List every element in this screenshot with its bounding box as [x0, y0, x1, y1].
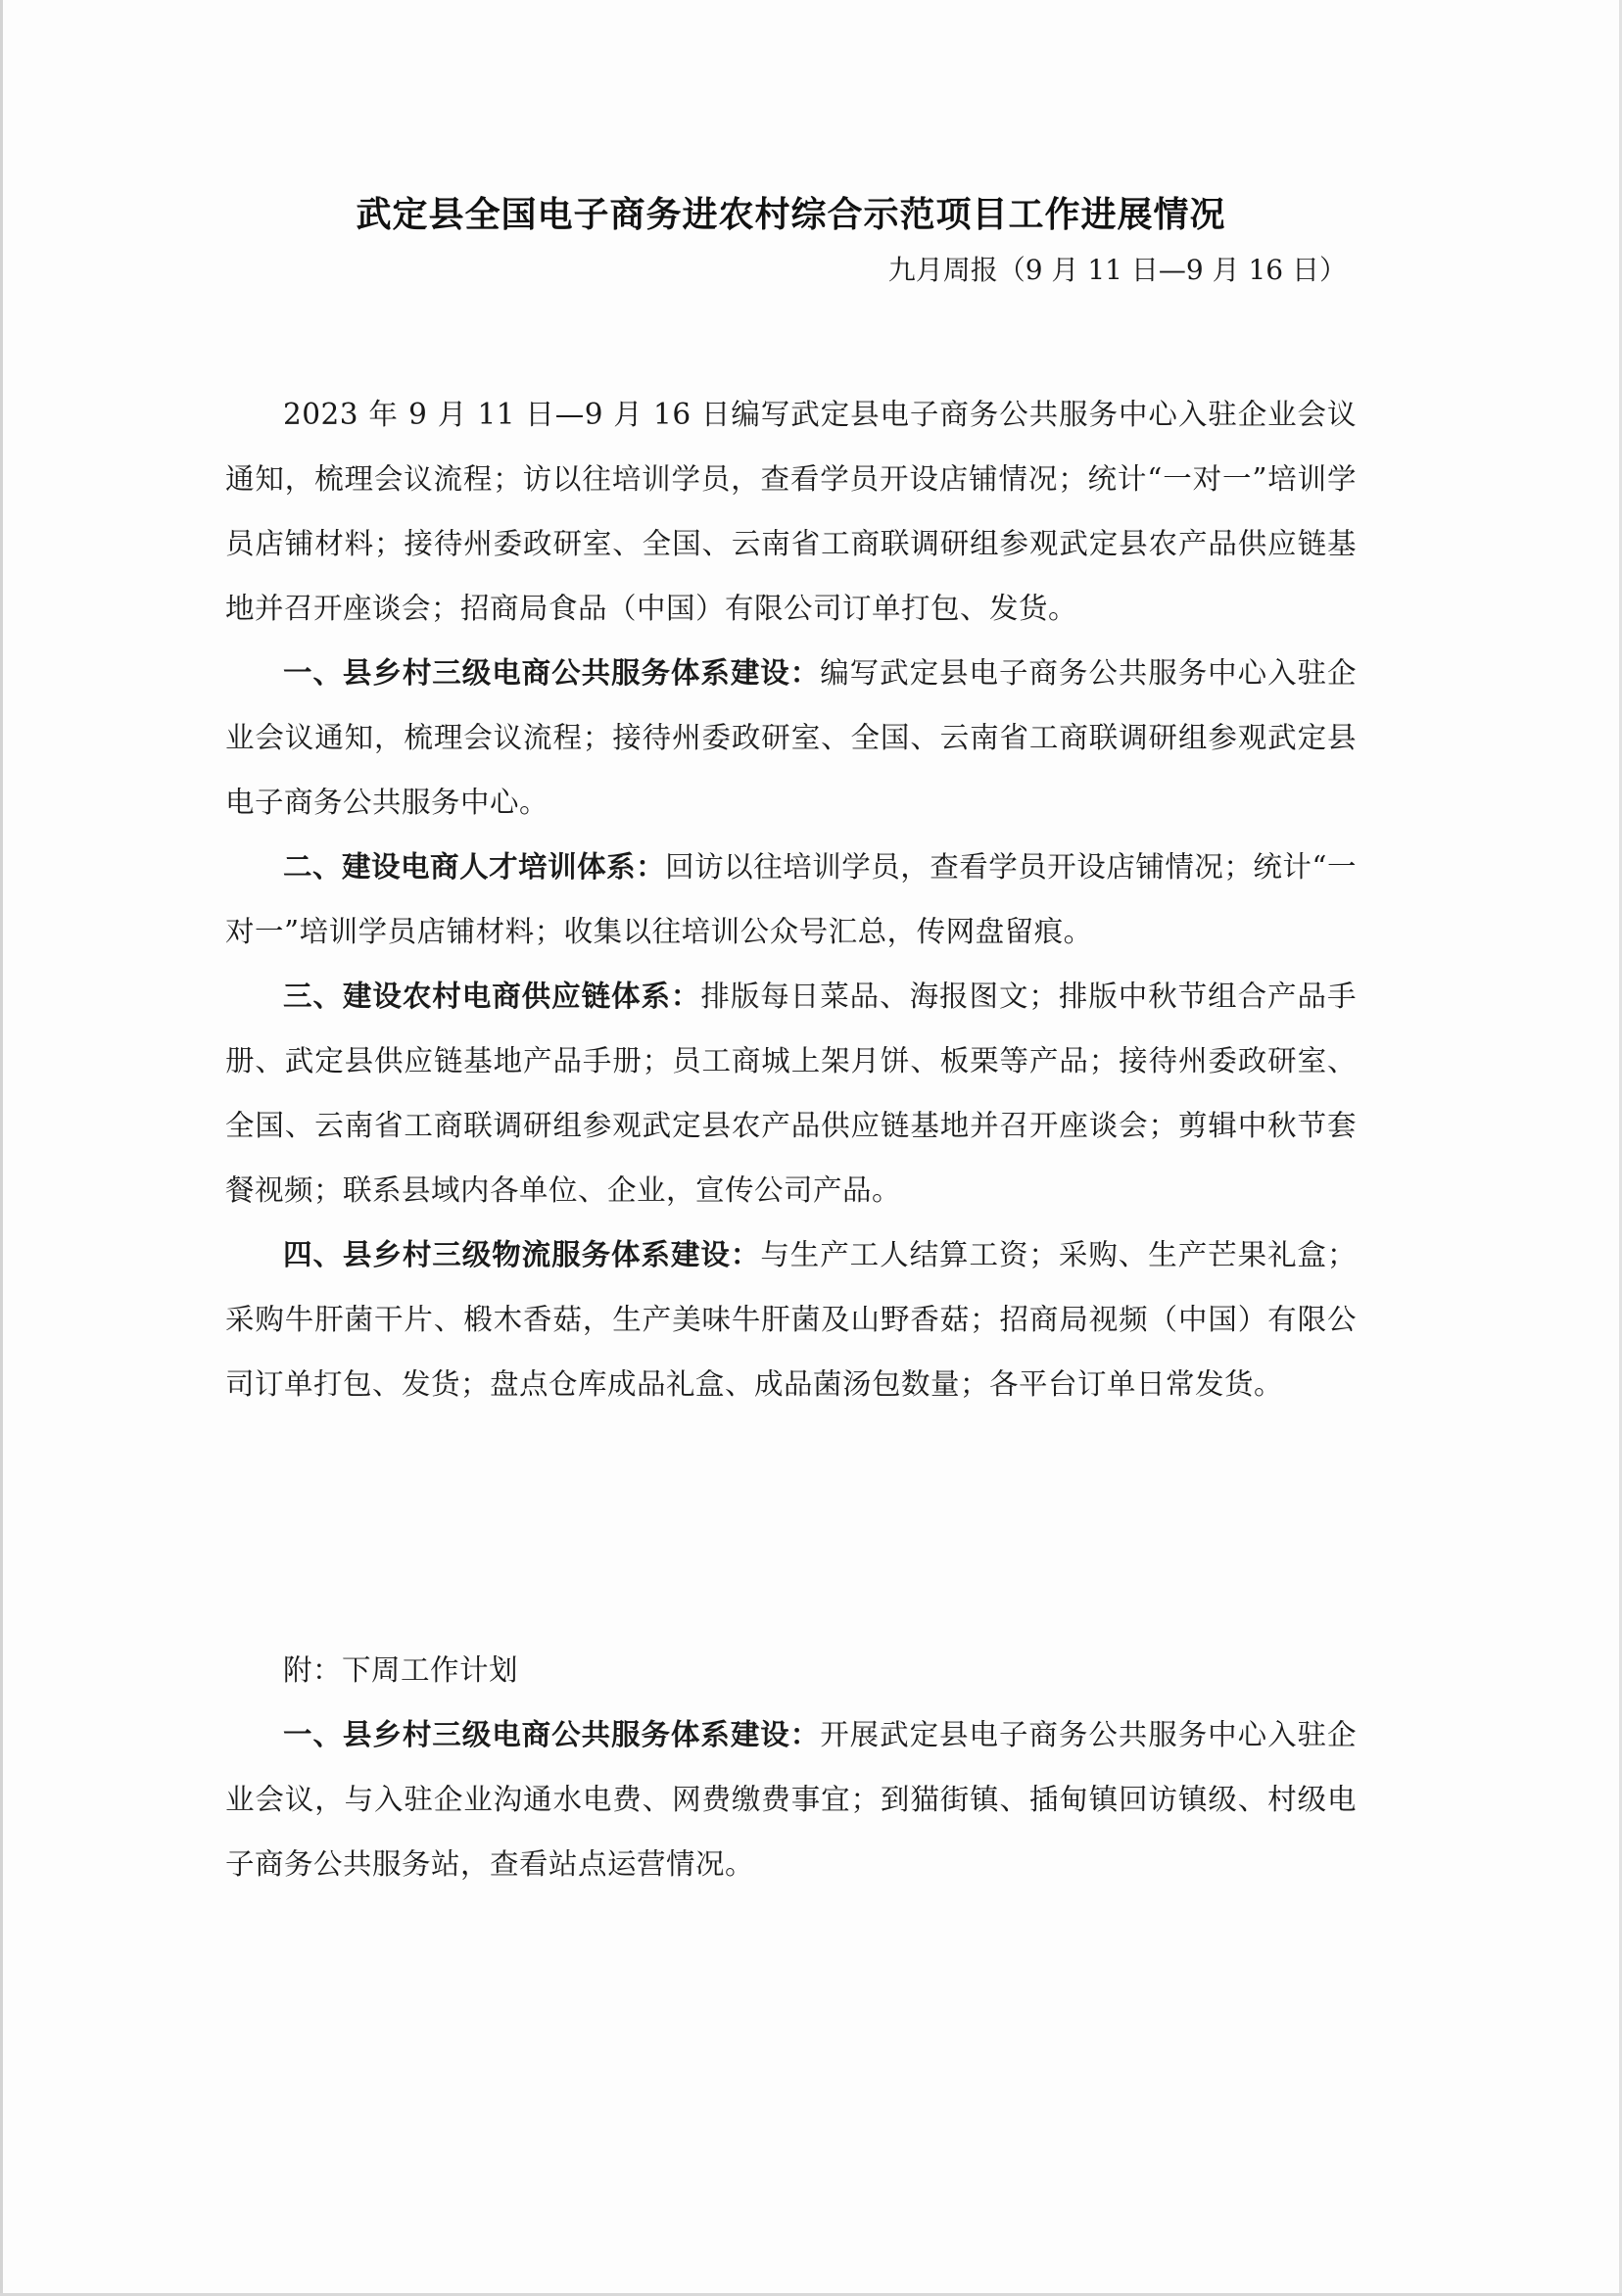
intro-paragraph: 2023 年 9 月 11 日—9 月 16 日编写武定县电子商务公共服务中心入驻企业会议通知，梳理会议流程；访以往培训学员，查看学员开设店铺情况；统计“一对一”培训学员店铺材料；接待州委政研室、全国、云南省工商联调研组参观武定县农产品供应链基地并召开座谈会；招商局食品（中国）有限公司订单打包、发货。	[225, 398, 1357, 625]
section-paragraph-4	[225, 1222, 1357, 1416]
appendix-heading: 附：下周工作计划	[283, 1653, 519, 1687]
section-paragraph-3	[225, 964, 1357, 1222]
appendix-item-heading: 一、县乡村三级电商公共服务体系建设：	[283, 1718, 821, 1751]
document-body	[225, 192, 1357, 1896]
section-text: 回访以往培训学员，查看学员开设店铺情况；统计“一对一”培训学员店铺材料；收集以往培训公众号汇总，传网盘留痕。	[225, 850, 1357, 948]
scan-left-edge	[0, 0, 3, 2296]
section-heading: 一、县乡村三级电商公共服务体系建设：	[283, 656, 821, 690]
section-text: 与生产工人结算工资；采购、生产芒果礼盒；采购牛肝菌干片、椴木香菇，生产美味牛肝菌及山野香菇；招商局视频（中国）有限公司订单打包、发货；盘点仓库成品礼盒、成品菌汤包数量；各平台订单日常发货。	[225, 1238, 1357, 1401]
section-heading: 四、县乡村三级物流服务体系建设：	[283, 1238, 761, 1271]
section-text: 排版每日菜品、海报图文；排版中秋节组合产品手册、武定县供应链基地产品手册；员工商城上架月饼、板栗等产品；接待州委政研室、全国、云南省工商联调研组参观武定县农产品供应链基地并召开座谈会；剪辑中秋节套餐视频；联系县域内各单位、企业，宣传公司产品。	[225, 980, 1357, 1207]
report-period: 九月周报（9 月 11 日—9 月 16 日）	[887, 254, 1347, 286]
section-paragraph-1	[225, 641, 1357, 835]
section-heading: 三、建设农村电商供应链体系：	[283, 980, 701, 1013]
section-paragraph-2	[225, 835, 1357, 964]
summary-section	[225, 382, 1357, 1416]
appendix-section	[225, 1638, 1357, 1896]
document-title: 武定县全国电子商务进农村综合示范项目工作进展情况	[356, 195, 1226, 235]
appendix-item-1	[225, 1702, 1357, 1896]
section-heading: 二、建设电商人才培训体系：	[283, 850, 666, 884]
appendix-item-text: 开展武定县电子商务公共服务中心入驻企业会议，与入驻企业沟通水电费、网费缴费事宜；到猫街镇、插甸镇回访镇级、村级电子商务公共服务站，查看站点运营情况。	[225, 1718, 1357, 1881]
section-text: 编写武定县电子商务公共服务中心入驻企业会议通知，梳理会议流程；接待州委政研室、全国、云南省工商联调研组参观武定县电子商务公共服务中心。	[225, 656, 1357, 819]
